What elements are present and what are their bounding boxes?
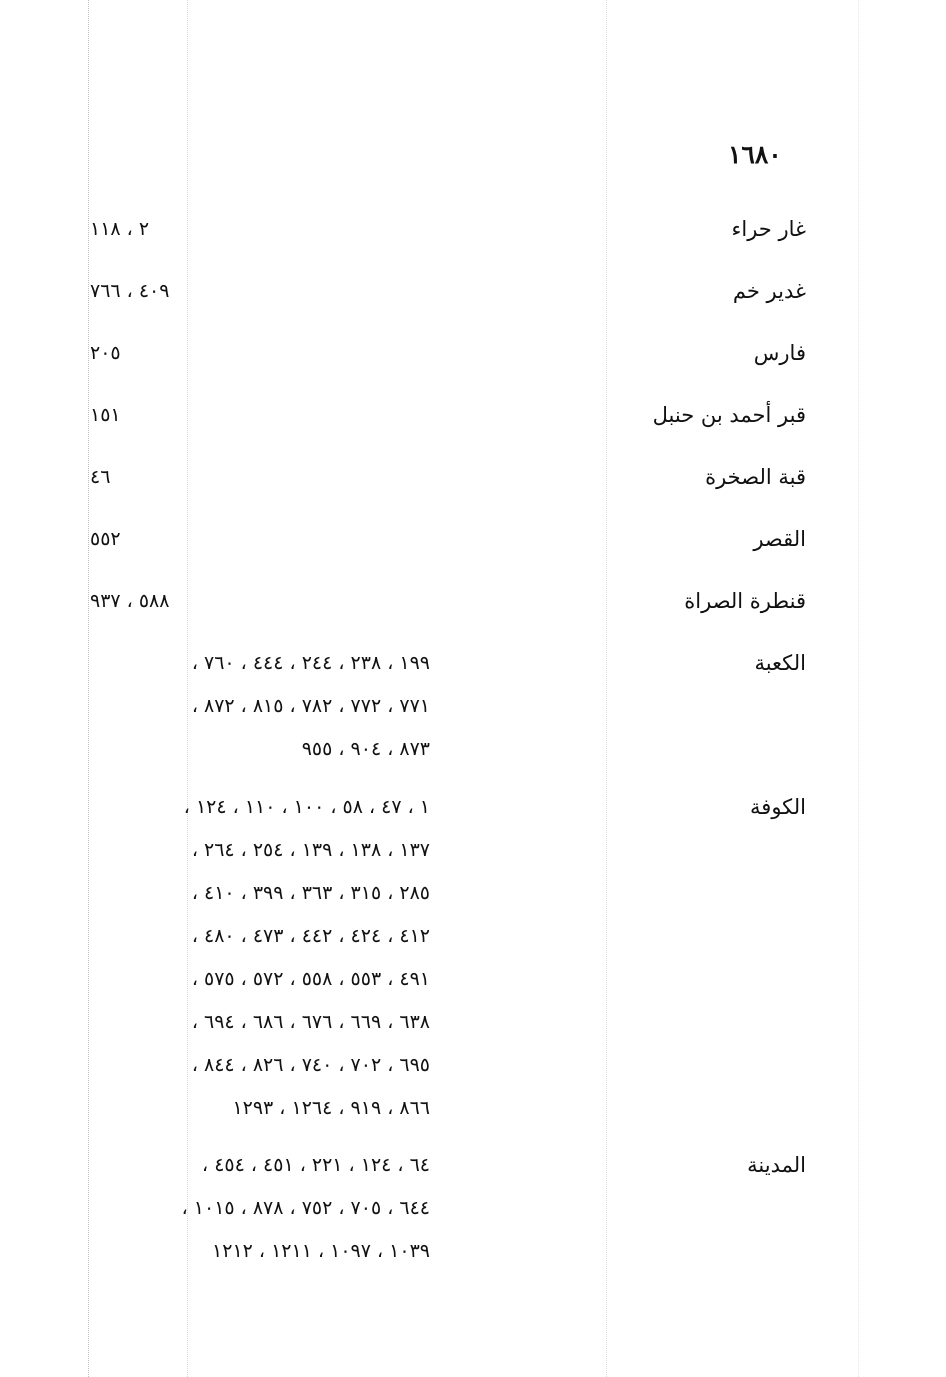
entry-name: المدينة: [747, 1153, 806, 1177]
entry-name: الكعبة: [754, 651, 806, 675]
page-ref-text: ٦٩٥ ، ٧٠٢ ، ٧٤٠ ، ٨٢٦ ، ٨٤٤ ،: [191, 1054, 430, 1076]
page-ref-line: [90, 524, 430, 567]
page-ref-text: ٢٠٥: [90, 342, 121, 364]
entry-page-refs: [90, 214, 430, 257]
page-ref-text: ٤١٢ ، ٤٢٤ ، ٤٤٢ ، ٤٧٣ ، ٤٨٠ ،: [191, 925, 430, 947]
page-ref-text: ١٠٣٩ ، ١٠٩٧ ، ١٢١١ ، ١٢١٢: [212, 1240, 430, 1262]
page-ref-line: [90, 835, 430, 878]
page-ref-line: [90, 878, 430, 921]
entry-page-refs: [90, 338, 430, 381]
page-ref-line: [90, 921, 430, 964]
entry-page-refs: [90, 462, 430, 505]
page-ref-text: ١٣٧ ، ١٣٨ ، ١٣٩ ، ٢٥٤ ، ٢٦٤ ،: [191, 839, 430, 861]
entry-name: قبة الصخرة: [705, 465, 806, 489]
page-ref-text: ٥٥٢: [90, 528, 121, 550]
page-ref-line: [90, 1236, 430, 1279]
page-ref-text: ٦٣٨ ، ٦٦٩ ، ٦٧٦ ، ٦٨٦ ، ٦٩٤ ،: [191, 1011, 430, 1033]
page-ref-line: [90, 1193, 430, 1236]
page-ref-line: [90, 648, 430, 691]
entry-page-refs: [90, 400, 430, 443]
page-ref-text: ١٩٩ ، ٢٣٨ ، ٢٤٤ ، ٤٤٤ ، ٧٦٠ ،: [191, 652, 430, 674]
entry-page-refs: [90, 276, 430, 319]
page-ref-line: [90, 276, 430, 319]
page-ref-line: [90, 1093, 430, 1136]
entry-page-refs: [90, 648, 430, 777]
entry-page-refs: [90, 792, 430, 1136]
entry-name: غدير خم: [732, 279, 806, 303]
entry-page-refs: [90, 1150, 430, 1279]
page-ref-text: ٤٩١ ، ٥٥٣ ، ٥٥٨ ، ٥٧٢ ، ٥٧٥ ،: [191, 968, 430, 990]
entry-page-refs: [90, 586, 430, 629]
page-ref-line: [90, 734, 430, 777]
page-ref-line: [90, 1150, 430, 1193]
entry-name: غار حراء: [731, 217, 806, 241]
page-ref-text: ٦٤٤ ، ٧٠٥ ، ٧٥٢ ، ٨٧٨ ، ١٠١٥ ،: [181, 1197, 430, 1219]
page-ref-line: [90, 964, 430, 1007]
page-ref-line: [90, 462, 430, 505]
page-ref-text: ٧٧١ ، ٧٧٢ ، ٧٨٢ ، ٨١٥ ، ٨٧٢ ،: [191, 695, 430, 717]
page-ref-text: ٢ ، ١١٨: [90, 218, 150, 240]
entry-name: فارس: [753, 341, 806, 365]
page-ref-text: ٦٤ ، ١٢٤ ، ٢٢١ ، ٤٥١ ، ٤٥٤ ،: [202, 1154, 430, 1176]
page-ref-line: [90, 400, 430, 443]
page-ref-line: [90, 1050, 430, 1093]
page-ref-line: [90, 792, 430, 835]
page-ref-line: [90, 214, 430, 257]
page-ref-line: [90, 1007, 430, 1050]
entry-name: الكوفة: [750, 795, 806, 819]
page-ref-text: ٤٠٩ ، ٧٦٦: [90, 280, 170, 302]
page-ref-line: [90, 338, 430, 381]
scan-artifact-line: [606, 0, 607, 1377]
entry-name: قنطرة الصراة: [684, 589, 806, 613]
page-ref-text: ١ ، ٤٧ ، ٥٨ ، ١٠٠ ، ١١٠ ، ١٢٤ ،: [183, 796, 430, 818]
page-ref-line: [90, 691, 430, 734]
page-ref-text: ٥٨٨ ، ٩٣٧: [90, 590, 170, 612]
page-ref-text: ٨٧٣ ، ٩٠٤ ، ٩٥٥: [301, 738, 430, 760]
page-ref-text: ٤٦: [90, 466, 111, 488]
entry-name: قبر أحمد بن حنبل: [652, 403, 806, 427]
page-ref-line: [90, 586, 430, 629]
scan-artifact-line: [858, 0, 859, 1377]
page-ref-text: ٨٦٦ ، ٩١٩ ، ١٢٦٤ ، ١٢٩٣: [232, 1097, 430, 1119]
page-ref-text: ٢٨٥ ، ٣١٥ ، ٣٦٣ ، ٣٩٩ ، ٤١٠ ،: [191, 882, 430, 904]
entry-page-refs: [90, 524, 430, 567]
page-ref-text: ١٥١: [90, 404, 121, 426]
page-number: ١٦٨٠: [728, 140, 782, 169]
entry-name: القصر: [753, 527, 806, 551]
scan-artifact-line: [88, 0, 89, 1377]
